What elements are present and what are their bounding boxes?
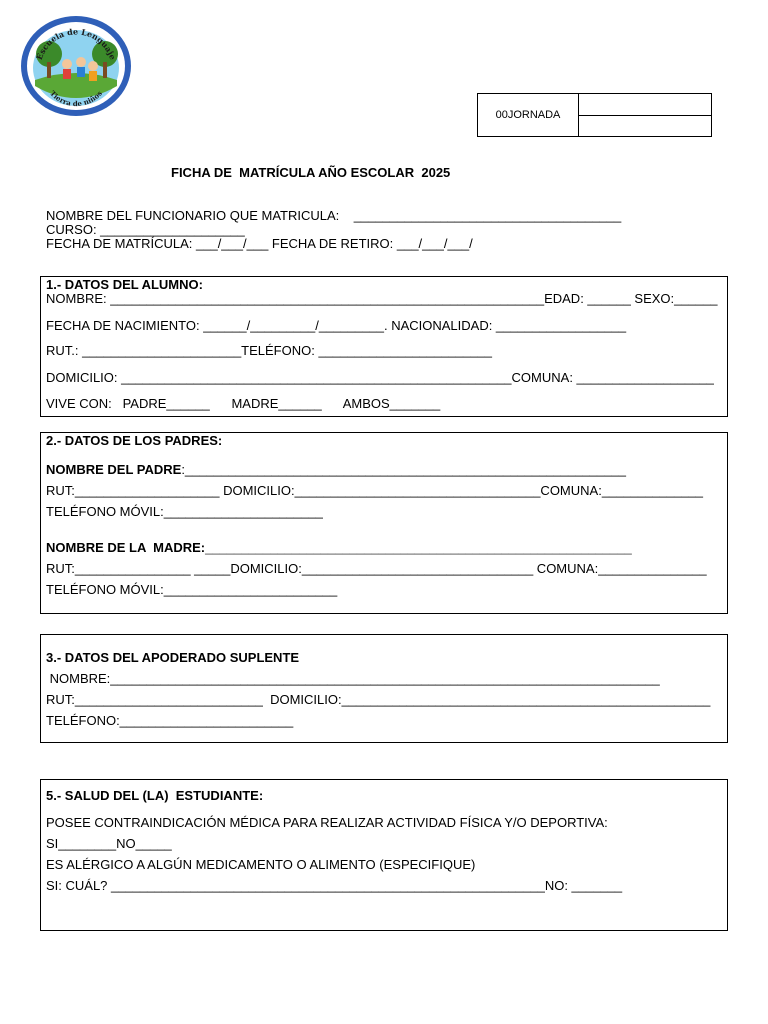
section3-heading: 3.- DATOS DEL APODERADO SUPLENTE	[46, 650, 300, 665]
logo-top-text: Escuela de Lenguaje	[33, 26, 119, 62]
jornada-divider	[579, 115, 711, 116]
logo-bottom-text: Tierra de niños	[48, 88, 104, 109]
child-icon	[88, 61, 98, 71]
madre-nombre-field[interactable]	[46, 540, 632, 555]
padre-nombre-line[interactable]: :_____________________________________________________________	[181, 462, 626, 477]
apoderado-telefono-field[interactable]: TELÉFONO:________________________	[46, 713, 294, 728]
alumno-domicilio-field[interactable]: DOMICILIO: ______________________________________________________COMUNA: ___________________	[46, 370, 714, 385]
padre-nombre-label: NOMBRE DEL PADRE	[46, 462, 182, 477]
salud-pregunta-alergia: ES ALÉRGICO A ALGÚN MEDICAMENTO O ALIMENTO (ESPECIFIQUE)	[46, 857, 476, 872]
child-icon	[76, 57, 86, 67]
section5-heading: 5.- SALUD DEL (LA) ESTUDIANTE:	[46, 788, 264, 803]
section2-heading: 2.- DATOS DE LOS PADRES:	[46, 433, 223, 448]
funcionario-field[interactable]: NOMBRE DEL FUNCIONARIO QUE MATRICULA: _____________________________________	[46, 208, 622, 223]
salud-respuesta-alergia[interactable]: SI: CUÁL? ____________________________________________________________NO: _______	[46, 878, 623, 893]
child-icon	[62, 59, 72, 69]
curso-field[interactable]: CURSO: ____________________	[46, 222, 245, 237]
salud-pregunta-actividad: POSEE CONTRAINDICACIÓN MÉDICA PARA REALIZAR ACTIVIDAD FÍSICA Y/O DEPORTIVA:	[46, 815, 608, 830]
madre-nombre-label: NOMBRE DE LA MADRE:	[46, 540, 206, 555]
section1-heading: 1.- DATOS DEL ALUMNO:	[46, 277, 203, 292]
madre-telefono-field[interactable]: TELÉFONO MÓVIL:________________________	[46, 582, 338, 597]
madre-rut-field[interactable]: RUT:________________ _____DOMICILIO:________________________________ COMUNA:_______________	[46, 561, 707, 576]
alumno-nacimiento-field[interactable]: FECHA DE NACIMIENTO: ______/_________/_________. NACIONALIDAD: __________________	[46, 318, 627, 333]
padre-telefono-field[interactable]: TELÉFONO MÓVIL:______________________	[46, 504, 323, 519]
padre-nombre-field[interactable]	[46, 462, 626, 477]
fechas-field[interactable]: FECHA DE MATRÍCULA: ___/___/___ FECHA DE RETIRO: ___/___/___/	[46, 236, 473, 251]
padre-rut-field[interactable]: RUT:____________________ DOMICILIO:__________________________________COMUNA:______________	[46, 483, 704, 498]
salud-respuesta-actividad[interactable]: SI________NO_____	[46, 836, 172, 851]
school-logo	[19, 14, 133, 118]
madre-nombre-line[interactable]: ___________________________________________________________	[205, 540, 632, 555]
alumno-nombre-field[interactable]: NOMBRE: ____________________________________________________________EDAD: ______ SEXO:______	[46, 291, 718, 306]
alumno-vive-con-field[interactable]: VIVE CON: PADRE______ MADRE______ AMBOS_______	[46, 396, 441, 411]
page-title: FICHA DE MATRÍCULA AÑO ESCOLAR 2025	[171, 165, 451, 180]
jornada-table	[477, 93, 712, 137]
alumno-rut-field[interactable]: RUT.: ______________________TELÉFONO: ________________________	[46, 343, 492, 358]
jornada-label: 00JORNADA	[478, 94, 579, 136]
apoderado-rut-field[interactable]: RUT:__________________________ DOMICILIO:___________________________________________________	[46, 692, 711, 707]
apoderado-nombre-field[interactable]: NOMBRE:____________________________________________________________________________	[46, 671, 660, 686]
